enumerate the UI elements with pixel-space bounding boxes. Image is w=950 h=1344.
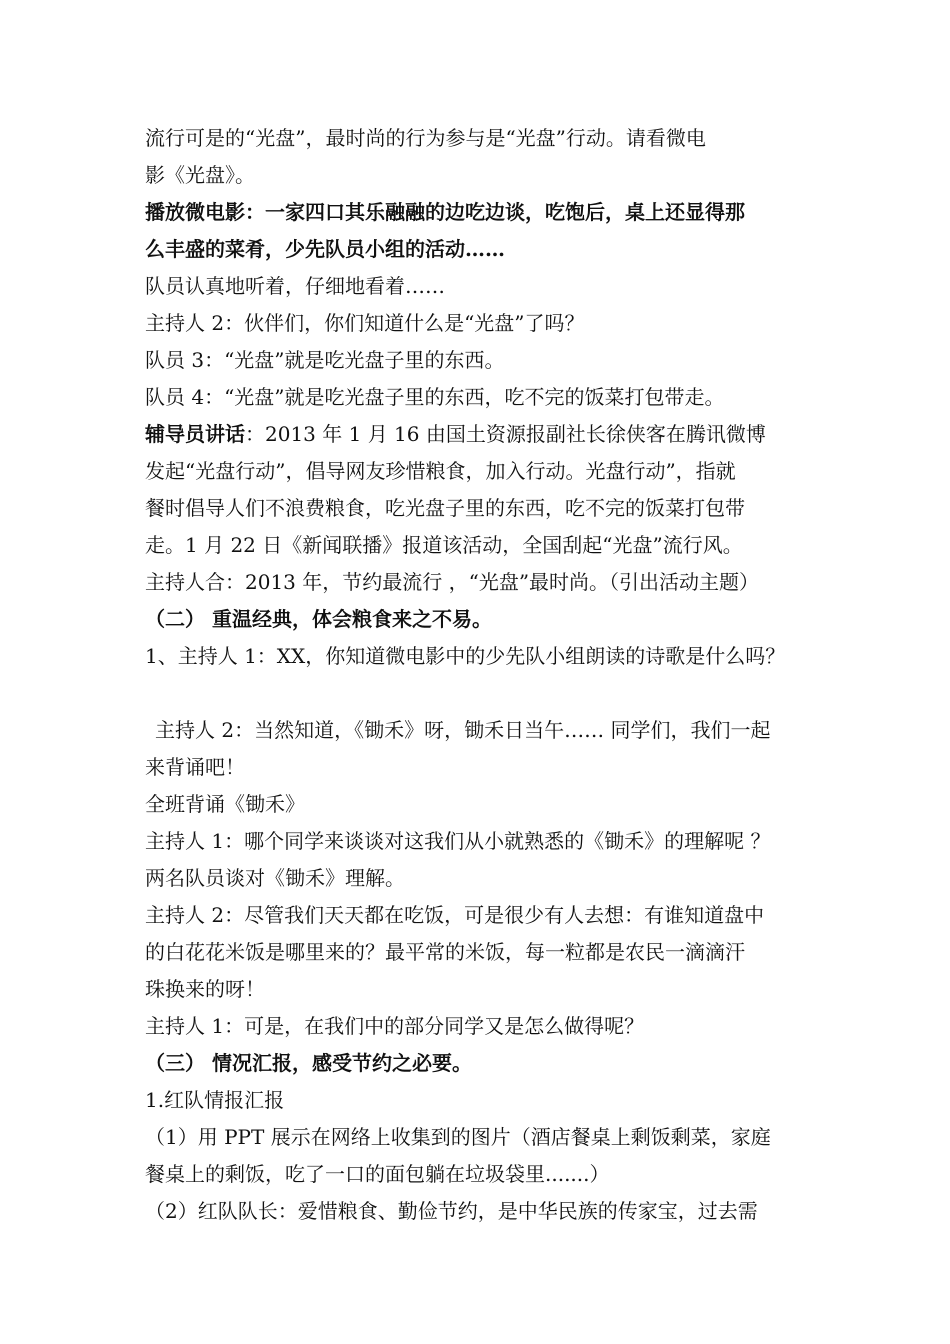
text-line: 影《光盘》。 (145, 163, 255, 187)
text-line: （1）用 PPT 展示在网络上收集到的图片（酒店餐桌上剩饭剩菜，家庭 (145, 1125, 771, 1149)
text-line-bold: 么丰盛的菜肴，少先队员小组的活动…… (145, 237, 505, 261)
counselor-speech-text: ：2013 年 1 月 16 由国土资源报副社长徐侠客在腾讯微博 (245, 422, 766, 446)
text-line: 队员认真地听着，仔细地看着…… (145, 274, 445, 298)
text-line: 走。1 月 22 日《新闻联播》报道该活动，全国刮起“光盘”流行风。 (145, 533, 743, 557)
text-line-bold: 播放微电影：一家四口其乐融融的边吃边谈，吃饱后，桌上还显得那 (145, 200, 745, 224)
text-line: 1.红队情报汇报 (145, 1088, 285, 1112)
text-line: 全班背诵《锄禾》 (145, 792, 305, 816)
text-line: 队员 3：“光盘”就是吃光盘子里的东西。 (145, 348, 505, 372)
text-line: 主持人 1：可是，在我们中的部分同学又是怎么做得呢？ (145, 1014, 645, 1038)
text-line: 队员 4：“光盘”就是吃光盘子里的东西，吃不完的饭菜打包带走。 (145, 385, 725, 409)
section-heading-2: （二） 重温经典，体会粮食来之不易。 (145, 607, 492, 631)
blank-line (145, 675, 825, 712)
section-heading-3: （三） 情况汇报，感受节约之必要。 (145, 1051, 472, 1075)
text-line: 餐时倡导人们不浪费粮食，吃光盘子里的东西，吃不完的饭菜打包带 (145, 496, 745, 520)
counselor-speech-label: 辅导员讲话 (145, 422, 245, 446)
text-line: 流行可是的“光盘”，最时尚的行为参与是“光盘”行动。请看微电 (145, 126, 706, 150)
document-body (145, 120, 825, 1230)
text-line: 主持人 1：哪个同学来谈谈对这我们从小就熟悉的《锄禾》的理解呢 ？ (145, 829, 771, 853)
text-line: 主持人 2：伙伴们，你们知道什么是“光盘”了吗？ (145, 311, 585, 335)
text-line: 发起“光盘行动”，倡导网友珍惜粮食，加入行动。光盘行动”，指就 (145, 459, 736, 483)
text-line: 1、主持人 1：XX，你知道微电影中的少先队小组朗读的诗歌是什么吗？ (145, 644, 786, 668)
text-line: （2）红队队长：爱惜粮食、勤俭节约，是中华民族的传家宝，过去需 (145, 1199, 758, 1223)
text-line: 珠换来的呀！ (145, 977, 265, 1001)
text-line: 主持人 2：当然知道，《锄禾》呀，锄禾日当午…… 同学们，我们一起 (155, 718, 771, 742)
text-line (145, 416, 825, 453)
text-line: 主持人合：2013 年，节约最流行 ，“光盘”最时尚。（引出活动主题） (145, 570, 760, 594)
text-line: 来背诵吧！ (145, 755, 245, 779)
text-line: 餐桌上的剩饭，吃了一口的面包躺在垃圾袋里.......） (145, 1162, 610, 1186)
text-line: 的白花花米饭是哪里来的？最平常的米饭，每一粒都是农民一滴滴汗 (145, 940, 745, 964)
text-line: 主持人 2：尽管我们天天都在吃饭，可是很少有人去想：有谁知道盘中 (145, 903, 765, 927)
text-line: 两名队员谈对《锄禾》理解。 (145, 866, 405, 890)
